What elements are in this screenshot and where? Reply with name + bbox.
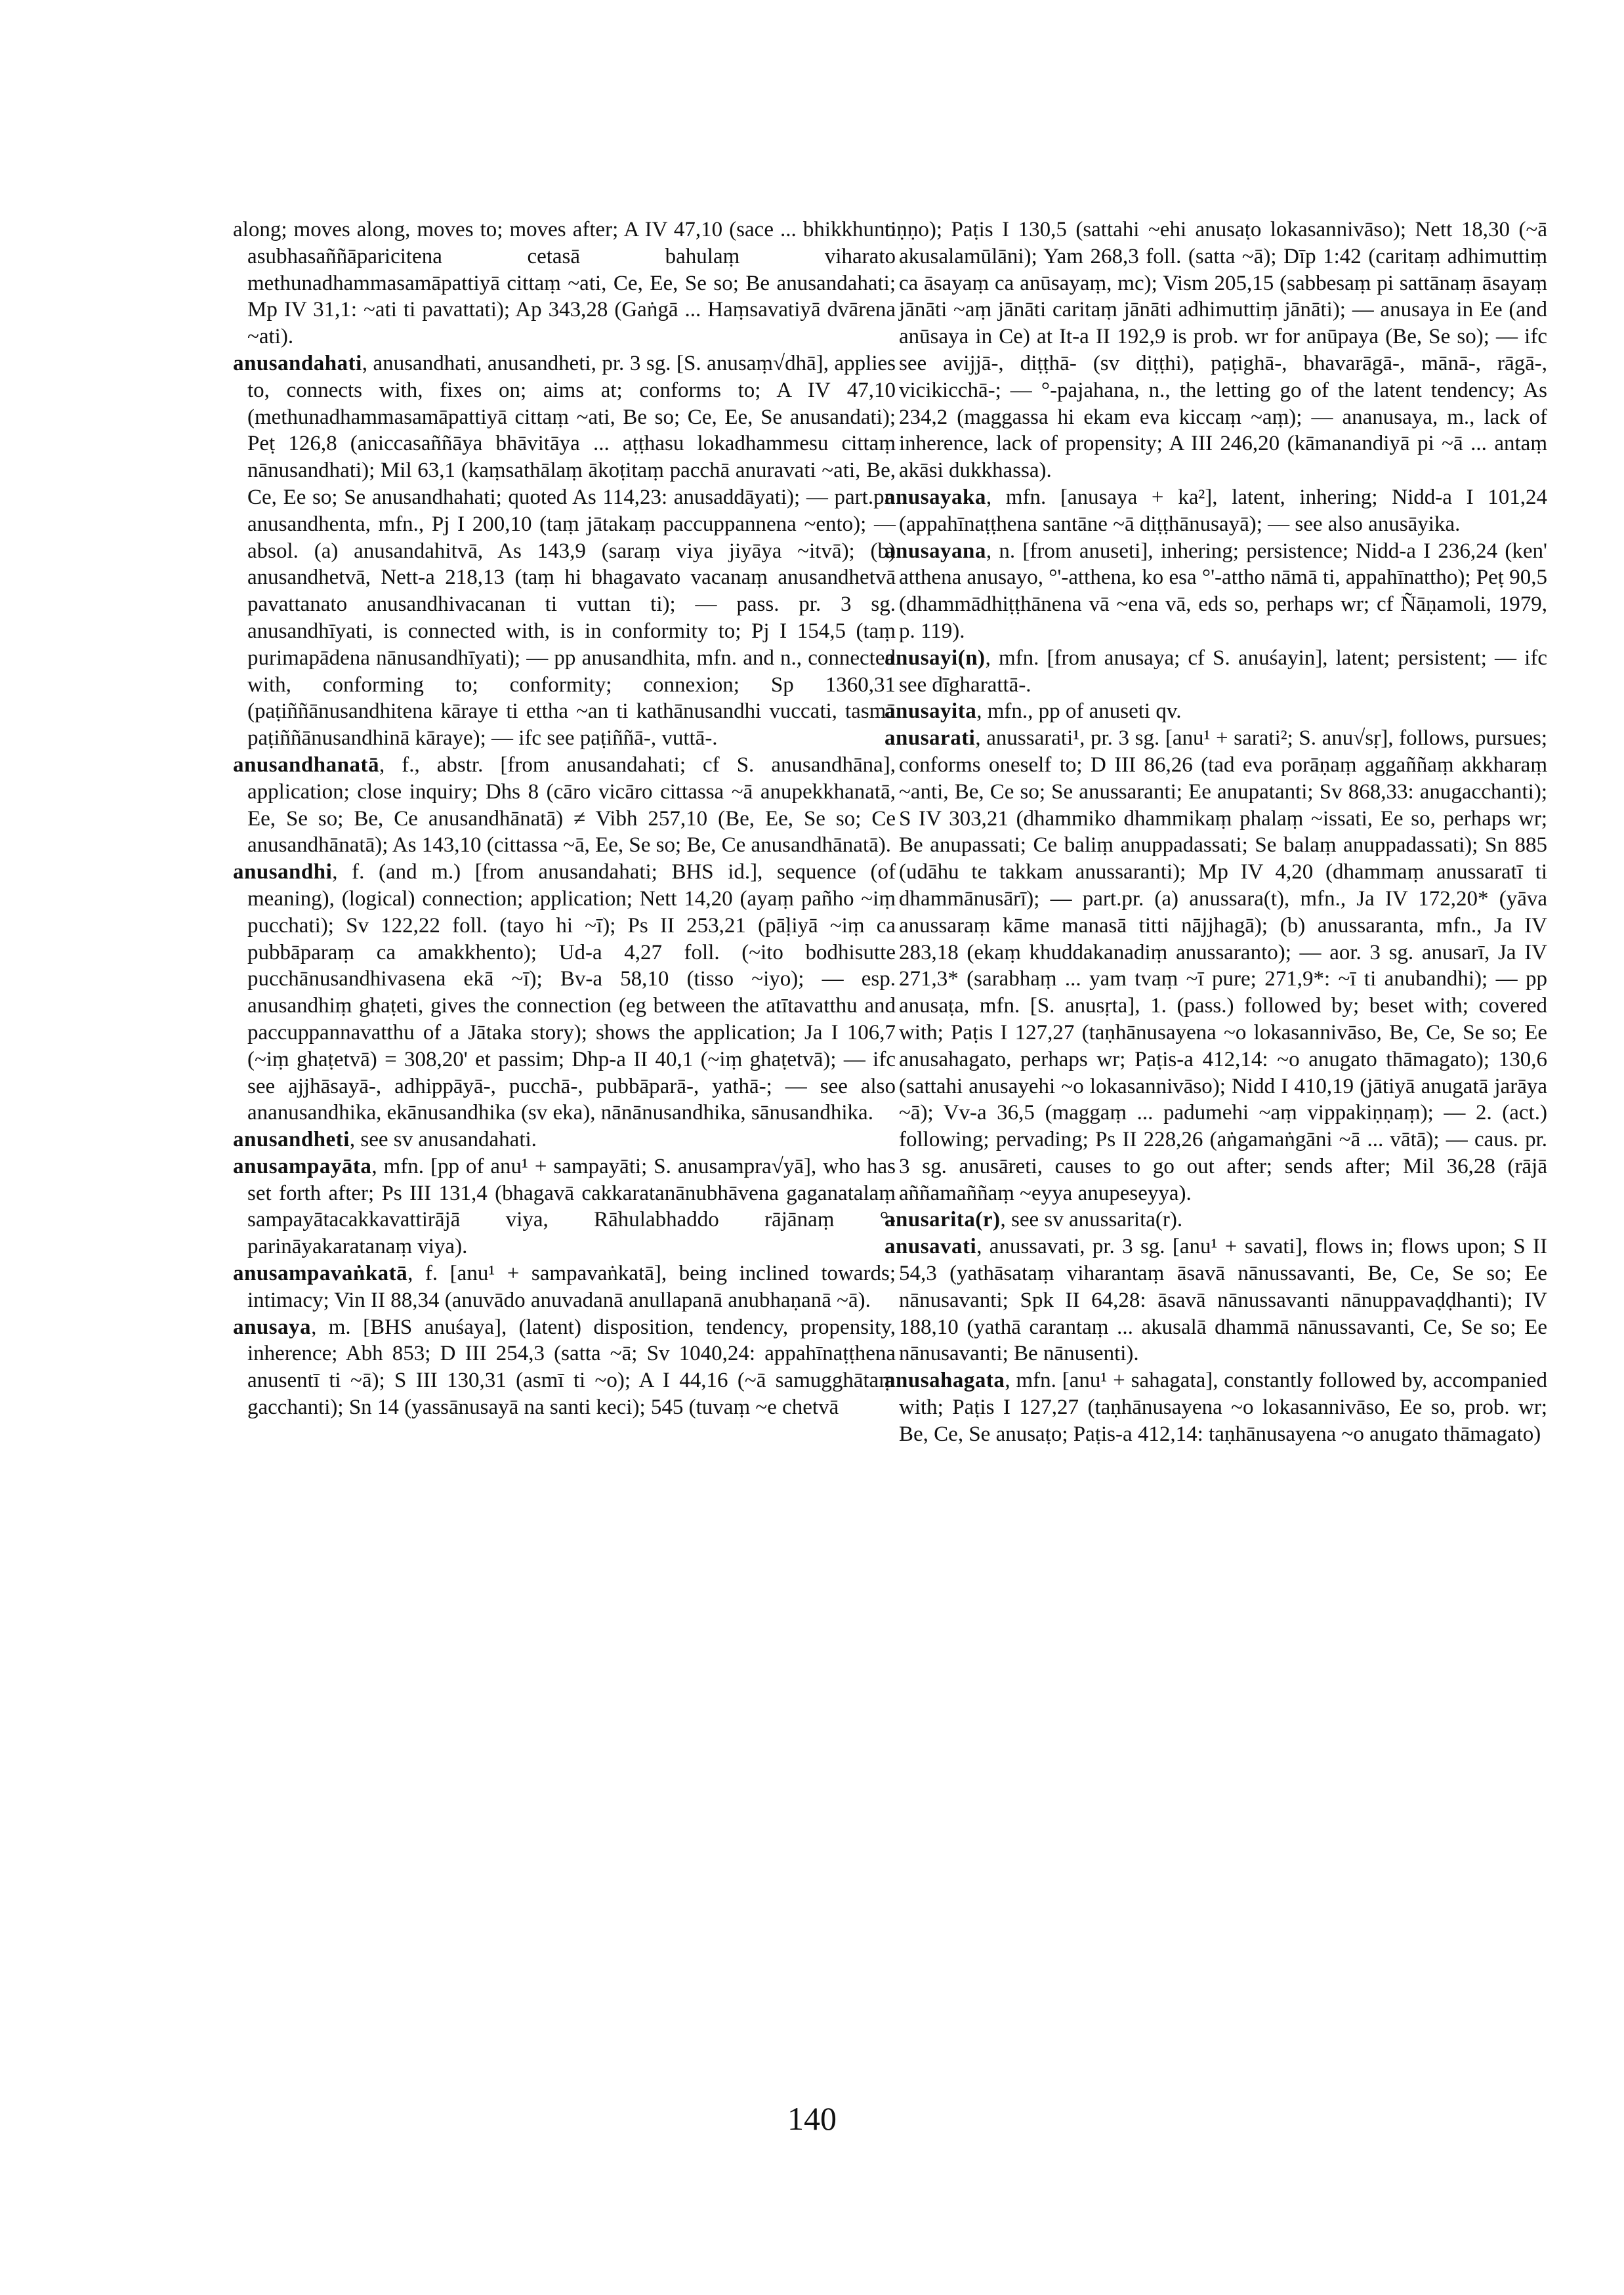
entry-text: , mfn. [anusaya + ka²], latent, inhering; Nidd-a I 101,24 (appahīnaṭṭhena santāne ~ā diṭṭhānusayā); — see also anusāyika. bbox=[899, 485, 1547, 536]
entry-headword: anusampavaṅkatā bbox=[233, 1262, 408, 1286]
dictionary-entry bbox=[233, 752, 896, 859]
dictionary-entry bbox=[233, 1127, 896, 1153]
entry-headword: anusandhi bbox=[233, 860, 333, 884]
left-column bbox=[233, 217, 896, 1421]
dictionary-entry bbox=[885, 484, 1547, 538]
entry-headword: anusampayāta bbox=[233, 1154, 372, 1178]
entry-headword: anusarati bbox=[885, 726, 976, 751]
dictionary-entry bbox=[885, 538, 1547, 645]
entry-text: along; moves along, moves to; moves after; A IV 47,10 (sace ... bhikkhuno asubhasaññāparicitena cetasā bahulaṃ viharato methunadhammasamāpattiyā cittaṃ ~ati, Ce, Ee, Se so; Be anusandahati; Mp IV 31,1: ~ati ti pavattati); Ap 343,28 (Gaṅgā ... Haṃsavatiyā dvārena ~ati). bbox=[233, 218, 896, 349]
dictionary-entry bbox=[885, 645, 1547, 699]
entry-text: , f. [anu¹ + sampavaṅkatā], being inclined towards; intimacy; Vin II 88,34 (anuvādo anuvadanā anullapanā anubhaṇanā ~ā). bbox=[247, 1262, 896, 1312]
dictionary-entry bbox=[885, 725, 1547, 1207]
entry-headword: anusaya bbox=[233, 1315, 312, 1339]
dictionary-entry bbox=[885, 217, 1547, 484]
dictionary-entry bbox=[885, 698, 1547, 725]
dictionary-entry bbox=[233, 1314, 896, 1421]
entry-headword: anusayaka bbox=[885, 485, 986, 509]
entry-headword: anusahagata bbox=[885, 1369, 1005, 1393]
dictionary-entry bbox=[233, 859, 896, 1127]
entry-text: , mfn. [from anusaya; cf S. anuśayin], latent; persistent; — ifc see dīgharattā-. bbox=[899, 646, 1547, 697]
entry-headword: anusayana bbox=[885, 539, 986, 563]
entry-headword: anusandahati bbox=[233, 351, 362, 375]
entry-headword: anusayita bbox=[885, 699, 977, 724]
dictionary-entry bbox=[885, 1207, 1547, 1233]
entry-headword: anusandheti bbox=[233, 1128, 350, 1152]
entry-text: tiṇṇo); Paṭis I 130,5 (sattahi ~ehi anusaṭo lokasannivāso); Nett 18,30 (~ā akusalamūlāni); Yam 268,3 foll. (satta ~ā); Dīp 1:42 (caritaṃ adhimuttiṃ ca āsayaṃ ca anūsayaṃ, mc); Vism 205,15 (sabbesaṃ pi sattānaṃ āsayaṃ jānāti ~aṃ jānāti caritaṃ jānāti adhimuttiṃ jānāti); — anusaya in Ee (and anūsaya in Ce) at It-a II 192,9 is prob. wr for anūpaya (Be, Se so); — ifc see avijjā-, diṭṭhā- (sv diṭṭhi), paṭighā-, bhavarāgā-, mānā-, rāgā-, vicikicchā-; — °-pajahana, n., the letting go of the latent tendency; As 234,2 (maggassa hi ekam eva kiccaṃ ~aṃ); — ananusaya, m., lack of inherence, lack of propensity; A III 246,20 (kāmanandiyā pi ~ā ... antaṃ akāsi dukkhassa). bbox=[885, 218, 1547, 483]
entry-text: , f., abstr. [from anusandahati; cf S. anusandhāna], application; close inquiry; Dhs 8 (cāro vicāro cittassa ~ā anupekkhanatā, Ee, Se so; Be, Ce anusandhānatā) ≠ Vibh 257,10 (Be, Ee, Se so; Ce anusandhānatā); As 143,10 (cittassa ~ā, Ee, Se so; Be, Ce anusandhānatā). bbox=[247, 753, 896, 858]
entry-text: , see sv anusandahati. bbox=[349, 1128, 537, 1152]
entry-text: , anussavati, pr. 3 sg. [anu¹ + savati], flows in; flows upon; S II 54,3 (yathāsataṃ viharantaṃ āsavā nānussavanti, Be, Ce, Se so; Ee nānusavanti; Spk II 64,28: āsavā nānussavanti nānuppavaḍḍhanti); IV 188,10 (yathā carantaṃ ... akusalā dhammā nānussavanti, Ce, Se so; Ee nānusavanti; Be nānusenti). bbox=[899, 1235, 1547, 1366]
dictionary-entry bbox=[885, 1233, 1547, 1367]
page-number: 140 bbox=[787, 2100, 837, 2137]
entry-text: , mfn. [pp of anu¹ + sampayāti; S. anusampra√yā], who has set forth after; Ps III 131,4 (bhagavā cakkaratanānubhāvena gaganatalaṃ sampayātacakkavattirājā viya, Rāhulabhaddo rājānaṃ °-parināyakaratanaṃ viya). bbox=[247, 1154, 896, 1259]
entry-headword: anusayi(n) bbox=[885, 646, 986, 670]
entry-text: , see sv anussarita(r). bbox=[1000, 1208, 1183, 1232]
entry-text: , n. [from anuseti], inhering; persistence; Nidd-a I 236,24 (ken' atthena anusayo, °'-atthena, ko esa °'-attho nāmā ti, appahīnattho); Peṭ 90,5 (dhammādhiṭṭhānena vā ~ena vā, eds so, perhaps wr; cf Ñāṇamoli, 1979, p. 119). bbox=[899, 539, 1547, 643]
dictionary-entry bbox=[233, 1260, 896, 1314]
dictionary-entry bbox=[233, 1153, 896, 1260]
dictionary-entry bbox=[885, 1367, 1547, 1447]
entry-text: , m. [BHS anuśaya], (latent) disposition, tendency, propensity, inherence; Abh 853; D III 254,3 (satta ~ā; Sv 1040,24: appahīnaṭṭhena anusentī ti ~ā); S III 130,31 (asmī ti ~o); A I 44,16 (~ā samugghātaṃ gacchanti); Sn 14 (yassānusayā na santi keci); 545 (tuvaṃ ~e chetvā bbox=[247, 1315, 896, 1420]
entry-text: , anusandhati, anusandheti, pr. 3 sg. [S. anusaṃ√dhā], applies to, connects with, fixes on; aims at; conforms to; A IV 47,10 (methunadhammasamāpattiyā cittaṃ ~ati, Be so; Ce, Ee, Se anusandati); Peṭ 126,8 (aniccasaññāya bhāvitāya ... aṭṭhasu lokadhammesu cittaṃ nānusandhati); Mil 63,1 (kaṃsathālaṃ ākoṭitaṃ pacchā anuravati ~ati, Be, Ce, Ee so; Se anusandhahati; quoted As 114,23: anusaddāyati); — part.pr. anusandhenta, mfn., Pj I 200,10 (taṃ jātakaṃ paccuppannena ~ento); — absol. (a) anusandahitvā, As 143,9 (saraṃ viya jiyāya ~itvā); (b) anusandhetvā, Nett-a 218,13 (taṃ hi bhagavato vacanaṃ anusandhetvā pavattanato anusandhivacanan ti vuttan ti); — pass. pr. 3 sg. anusandhīyati, is connected with, is in conformity to; Pj I 154,5 (taṃ purimapādena nānusandhīyati); — pp anusandhita, mfn. and n., connected with, conforming to; conformity; connexion; Sp 1360,31 (paṭiññānusandhitena kāraye ti ettha ~an ti kathānusandhi vuccati, tasmā paṭiññānusandhinā kāraye); — ifc see paṭiññā-, vuttā-. bbox=[247, 351, 896, 751]
entry-text: , f. (and m.) [from anusandahati; BHS id.], sequence (of meaning), (logical) connection; application; Nett 14,20 (ayaṃ pañho ~iṃ pucchati); Sv 122,22 foll. (tayo hi ~ī); Ps II 253,21 (pāḷiyā ~iṃ ca pubbāparaṃ ca amakkhento); Ud-a 4,27 foll. (~ito bodhisutte pucchānusandhivasena ekā ~ī); Bv-a 58,10 (tisso ~iyo); — esp. anusandhiṃ ghaṭeti, gives the connection (eg between the atītavatthu and paccuppannavatthu of a Jātaka story); shows the application; Ja I 106,7 (~iṃ ghaṭetvā) = 308,20' et passim; Dhp-a II 40,1 (~iṃ ghaṭetvā); — ifc see ajjhāsayā-, adhippāyā-, pucchā-, pubbāparā-, yathā-; — see also ananusandhika, ekānusandhika (sv eka), nānānusandhika, sānusandhika. bbox=[247, 860, 896, 1125]
dictionary-entry bbox=[233, 217, 896, 350]
entry-text: , anussarati¹, pr. 3 sg. [anu¹ + sarati²; S. anu√sṛ], follows, pursues; conforms oneself to; D III 86,26 (tad eva porāṇaṃ aggaññaṃ akkharaṃ ~anti, Be, Ce so; Se anussaranti; Ee anupatanti; Sv 868,33: anugacchanti); S IV 303,21 (dhammiko dhammikaṃ phalaṃ ~issati, Ee so, perhaps wr; Be anupassati; Ce baliṃ anuppadassati; Se balaṃ anuppadassati); Sn 885 (udāhu te takkam anussaranti); Mp IV 4,20 (dhammaṃ anussaratī ti dhammānusārī); — part.pr. (a) anussara(t), mfn., Ja IV 172,20* (yāva anussaraṃ kāme manasā titti nājjhagā); (b) anussaranta, mfn., Ja IV 283,18 (ekaṃ khuddakanadiṃ anussaranto); — aor. 3 sg. anusarī, Ja IV 271,3* (sarabhaṃ ... yam tvaṃ ~ī pure; 271,9*: ~ī ti anubandhi); — pp anusaṭa, mfn. [S. anusṛta], 1. (pass.) followed by; beset with; covered with; Paṭis I 127,27 (taṇhānusayena ~o lokasannivāso, Be, Ce, Se so; Ee anusahagato, perhaps wr; Paṭis-a 412,14: ~o anugato thāmagato); 130,6 (sattahi anusayehi ~o lokasannivāso); Nidd I 410,19 (jātiyā anugatā jarāya ~ā); Vv-a 36,5 (maggaṃ ... padumehi ~aṃ vippakiṇṇaṃ); — 2. (act.) following; pervading; Ps II 228,26 (aṅgamaṅgāni ~ā ... vātā); — caus. pr. 3 sg. anusāreti, causes to go out after; sends after; Mil 36,28 (rājā aññamaññaṃ ~eyya anupeseyya). bbox=[899, 726, 1547, 1205]
entry-text: , mfn., pp of anuseti qv. bbox=[976, 699, 1182, 724]
right-column bbox=[885, 217, 1547, 1448]
entry-headword: anusavati bbox=[885, 1235, 977, 1259]
entry-text: , mfn. [anu¹ + sahagata], constantly followed by, accompanied with; Paṭis I 127,27 (taṇhānusayena ~o lokasannivāso, Ee so, prob. wr; Be, Ce, Se anusaṭo; Paṭis-a 412,14: taṇhānusayena ~o anugato thāmagato) bbox=[899, 1369, 1547, 1446]
entry-headword: anusarita(r) bbox=[885, 1208, 1001, 1232]
entry-headword: anusandhanatā bbox=[233, 753, 379, 777]
dictionary-entry bbox=[233, 350, 896, 752]
